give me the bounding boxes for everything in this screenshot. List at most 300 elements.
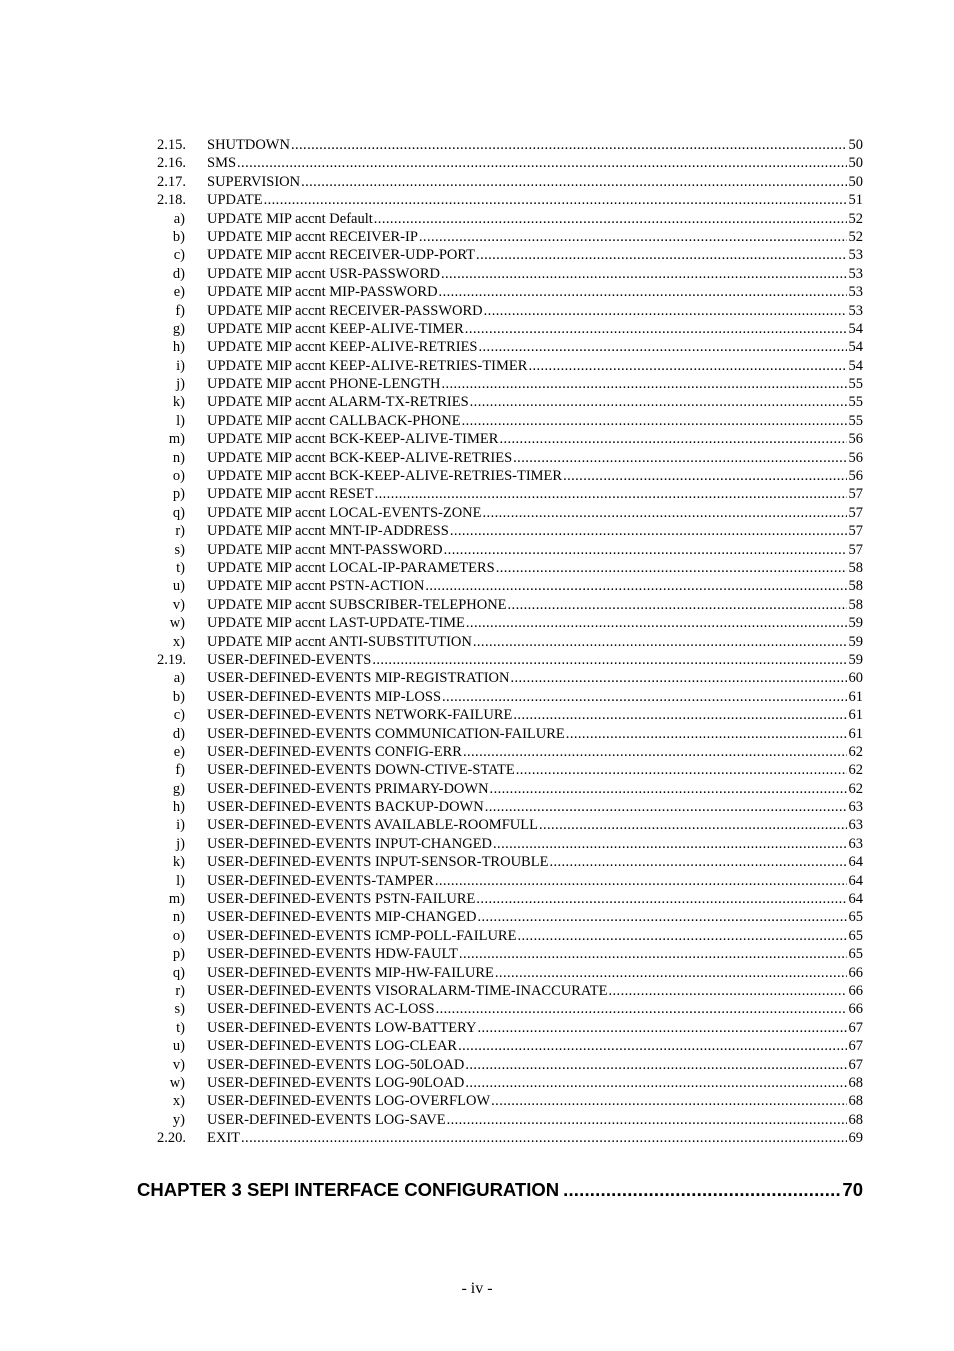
toc-entry[interactable] (0, 908, 954, 926)
dot-leader (465, 1074, 846, 1092)
dot-leader (517, 927, 846, 945)
toc-entry-number: j) (176, 376, 185, 393)
dot-leader (563, 1178, 841, 1202)
toc-entry-page-number: 61 (848, 688, 863, 705)
toc-chapter-entry[interactable] (137, 1178, 863, 1202)
toc-entry-body (207, 283, 863, 301)
toc-entry-title: USER-DEFINED-EVENTS LOG-90LOAD (207, 1074, 465, 1091)
toc-entry-page-number: 61 (848, 707, 863, 724)
toc-entry-title: UPDATE MIP accnt LOCAL-EVENTS-ZONE (207, 504, 482, 521)
toc-entry-number: b) (172, 688, 185, 705)
toc-entry-page-number: 65 (848, 927, 863, 944)
dot-leader (374, 210, 847, 228)
dot-leader (476, 890, 846, 908)
table-of-contents (0, 136, 954, 1147)
toc-entry-title: USER-DEFINED-EVENTS LOG-CLEAR (207, 1038, 458, 1055)
toc-entry-page-number: 61 (848, 725, 863, 742)
dot-leader (237, 154, 846, 172)
toc-entry[interactable] (0, 228, 954, 246)
dot-leader (441, 375, 846, 393)
page-footer: - iv - (461, 1280, 493, 1297)
toc-entry[interactable] (0, 706, 954, 724)
toc-entry-page-number: 62 (848, 743, 863, 760)
toc-entry-page-number: 64 (848, 854, 863, 871)
toc-entry-title: UPDATE MIP accnt RECEIVER-IP (207, 228, 418, 245)
toc-entry-page-number: 67 (848, 1019, 863, 1036)
dot-leader (441, 265, 847, 283)
toc-entry-number: e) (173, 743, 185, 760)
toc-entry-body (207, 890, 863, 908)
toc-entry-number: e) (173, 284, 185, 301)
toc-entry-number: c) (173, 707, 185, 724)
toc-entry[interactable] (0, 173, 954, 191)
toc-entry-title: SHUTDOWN (207, 137, 290, 153)
toc-entry-title: USER-DEFINED-EVENTS MIP-CHANGED (207, 909, 477, 926)
toc-entry-title: UPDATE MIP accnt CALLBACK-PHONE (207, 412, 461, 429)
toc-entry-title: UPDATE MIP accnt BCK-KEEP-ALIVE-RETRIES (207, 449, 513, 466)
toc-entry-number: s) (174, 541, 185, 558)
toc-entry-page-number: 54 (848, 339, 863, 356)
chapter-title: CHAPTER 3 SEPI INTERFACE CONFIGURATION (137, 1178, 563, 1202)
toc-entry-title: UPDATE (207, 192, 263, 209)
toc-entry-page-number: 53 (848, 247, 863, 264)
toc-entry[interactable] (0, 504, 954, 522)
toc-entry-page-number: 68 (848, 1093, 863, 1110)
toc-entry[interactable] (0, 393, 954, 411)
toc-entry-number: c) (173, 247, 185, 264)
toc-entry[interactable] (0, 816, 954, 834)
toc-entry[interactable] (0, 577, 954, 595)
toc-entry-title: USER-DEFINED-EVENTS (207, 651, 372, 668)
toc-entry-title: USER-DEFINED-EVENTS AVAILABLE-ROOMFULL (207, 817, 538, 834)
toc-entry-number: y) (172, 1111, 185, 1128)
toc-entry-body (207, 375, 863, 393)
toc-entry-title: UPDATE MIP accnt PHONE-LENGTH (207, 376, 441, 393)
toc-entry-page-number: 52 (848, 210, 863, 227)
toc-entry[interactable] (0, 725, 954, 743)
dot-leader (493, 835, 846, 853)
toc-entry-title: UPDATE MIP accnt PSTN-ACTION (207, 578, 425, 595)
toc-entry-number: v) (172, 1056, 185, 1073)
dot-leader (465, 1056, 846, 1074)
dot-leader (516, 761, 847, 779)
toc-entry-title: USER-DEFINED-EVENTS COMMUNICATION-FAILURE (207, 725, 565, 742)
dot-leader (264, 191, 847, 209)
toc-entry-body (207, 1000, 863, 1018)
toc-entry-number: a) (173, 670, 185, 687)
toc-entry-body (207, 945, 863, 963)
toc-entry-page-number: 56 (848, 449, 863, 466)
toc-entry-page-number: 52 (848, 228, 863, 245)
toc-entry[interactable] (0, 375, 954, 393)
toc-entry-title: USER-DEFINED-EVENTS MIP-LOSS (207, 688, 442, 705)
toc-entry-title: USER-DEFINED-EVENTS LOG-50LOAD (207, 1056, 465, 1073)
toc-entry[interactable] (0, 522, 954, 540)
toc-entry-page-number: 63 (848, 799, 863, 816)
toc-entry-title: SUPERVISION (207, 173, 301, 190)
toc-entry-body (207, 798, 863, 816)
dot-leader (496, 559, 847, 577)
toc-entry-title: UPDATE MIP accnt BCK-KEEP-ALIVE-RETRIES-TIMER (207, 468, 563, 485)
toc-entry-number: m) (168, 431, 185, 448)
toc-entry-number: v) (172, 596, 185, 613)
toc-entry-body (207, 853, 863, 871)
toc-entry[interactable] (0, 853, 954, 871)
toc-entry[interactable] (0, 154, 954, 172)
toc-entry[interactable] (0, 945, 954, 963)
toc-entry[interactable] (0, 265, 954, 283)
toc-entry[interactable] (0, 1037, 954, 1055)
toc-entry-title: USER-DEFINED-EVENTS DOWN-CTIVE-STATE (207, 762, 515, 779)
dot-leader (483, 504, 847, 522)
toc-entry-number: x) (172, 633, 185, 650)
toc-entry-body (207, 357, 863, 375)
toc-entry-number: w) (169, 1074, 185, 1091)
toc-entry-number: n) (172, 909, 185, 926)
toc-entry-number: o) (172, 468, 185, 485)
dot-leader (466, 614, 847, 632)
toc-entry-title: USER-DEFINED-EVENTS LOW-BATTERY (207, 1019, 477, 1036)
toc-entry-body (207, 761, 863, 779)
toc-entry-page-number: 58 (848, 559, 863, 576)
toc-entry[interactable] (0, 890, 954, 908)
toc-entry-number: r) (175, 523, 185, 540)
toc-entry-body (207, 1092, 863, 1110)
toc-entry-body (207, 1129, 863, 1147)
toc-entry-page-number: 69 (848, 1130, 863, 1147)
toc-entry-page-number: 59 (848, 651, 863, 668)
toc-entry-page-number: 56 (848, 431, 863, 448)
toc-entry-number: k) (172, 394, 185, 411)
toc-entry-page-number: 57 (848, 541, 863, 558)
toc-entry-page-number: 55 (848, 394, 863, 411)
toc-entry-body (207, 908, 863, 926)
toc-entry[interactable] (0, 136, 954, 154)
toc-entry-number: h) (172, 339, 185, 356)
toc-entry-page-number: 55 (848, 376, 863, 393)
toc-entry[interactable] (0, 743, 954, 761)
dot-leader (419, 228, 847, 246)
toc-entry-body (207, 780, 863, 798)
toc-entry-page-number: 62 (848, 762, 863, 779)
toc-entry-body (207, 706, 863, 724)
toc-entry-page-number: 66 (848, 964, 863, 981)
toc-entry-page-number: 57 (848, 504, 863, 521)
dot-leader (491, 1092, 846, 1110)
dot-leader (444, 541, 847, 559)
dot-leader (508, 596, 847, 614)
toc-entry-page-number: 62 (848, 780, 863, 797)
toc-entry-body (207, 210, 863, 228)
dot-leader (499, 430, 846, 448)
dot-leader (563, 467, 846, 485)
toc-entry-page-number: 68 (848, 1111, 863, 1128)
toc-entry-body (207, 559, 863, 577)
toc-entry[interactable] (0, 412, 954, 430)
dot-leader (490, 780, 847, 798)
toc-entry[interactable] (0, 596, 954, 614)
toc-entry-page-number: 60 (848, 670, 863, 687)
dot-leader (484, 302, 847, 320)
toc-entry-body (207, 485, 863, 503)
toc-entry-title: USER-DEFINED-EVENTS PSTN-FAILURE (207, 891, 476, 908)
toc-entry-number: 2.15. (157, 137, 186, 153)
toc-entry-number: g) (172, 780, 185, 797)
toc-entry[interactable] (0, 430, 954, 448)
toc-entry-number: j) (176, 835, 185, 852)
toc-entry-number: t) (176, 559, 185, 576)
toc-entry-page-number: 54 (848, 357, 863, 374)
toc-entry-number: a) (173, 210, 185, 227)
toc-entry-number: h) (172, 799, 185, 816)
dot-leader (241, 1129, 846, 1147)
toc-entry[interactable] (0, 614, 954, 632)
dot-leader (476, 246, 846, 264)
toc-entry-page-number: 64 (848, 891, 863, 908)
toc-entry[interactable] (0, 191, 954, 209)
toc-entry[interactable] (0, 927, 954, 945)
toc-entry[interactable] (0, 688, 954, 706)
toc-entry-number: w) (169, 615, 185, 632)
toc-entry-number: r) (175, 982, 185, 999)
dot-leader (477, 1019, 846, 1037)
toc-entry-body (207, 154, 863, 172)
toc-entry-body (207, 467, 863, 485)
toc-entry[interactable] (0, 559, 954, 577)
toc-entry-body (207, 651, 863, 669)
toc-entry-number: q) (172, 964, 185, 981)
toc-entry-title: USER-DEFINED-EVENTS CONFIG-ERR (207, 743, 462, 760)
dot-leader (465, 320, 847, 338)
toc-entry-body (207, 541, 863, 559)
toc-entry-body (207, 964, 863, 982)
toc-entry-body (207, 1037, 863, 1055)
toc-entry-page-number: 50 (848, 137, 863, 153)
toc-entry-body (207, 927, 863, 945)
toc-entry-page-number: 58 (848, 596, 863, 613)
toc-entry-body (207, 228, 863, 246)
toc-entry[interactable] (0, 1056, 954, 1074)
toc-entry-number: n) (172, 449, 185, 466)
toc-entry[interactable] (0, 283, 954, 301)
toc-entry-title: USER-DEFINED-EVENTS VISORALARM-TIME-INACCURATE (207, 982, 608, 999)
toc-entry[interactable] (0, 872, 954, 890)
toc-entry[interactable] (0, 835, 954, 853)
toc-entry-title: USER-DEFINED-EVENTS LOG-OVERFLOW (207, 1093, 491, 1110)
dot-leader (528, 357, 846, 375)
toc-entry-number: l) (176, 872, 185, 889)
toc-entry[interactable] (0, 798, 954, 816)
toc-entry-page-number: 67 (848, 1038, 863, 1055)
toc-entry[interactable] (0, 320, 954, 338)
toc-entry-number: i) (176, 817, 185, 834)
toc-entry[interactable] (0, 1111, 954, 1129)
dot-leader (510, 669, 846, 687)
toc-entry-page-number: 58 (848, 578, 863, 595)
dot-leader (375, 485, 847, 503)
toc-entry-page-number: 66 (848, 982, 863, 999)
toc-entry-body (207, 835, 863, 853)
toc-entry-title: UPDATE MIP accnt BCK-KEEP-ALIVE-TIMER (207, 431, 499, 448)
dot-leader (513, 449, 846, 467)
toc-entry-number: u) (172, 1038, 185, 1055)
toc-entry[interactable] (0, 1019, 954, 1037)
toc-entry-body (207, 1056, 863, 1074)
toc-entry-body (207, 982, 863, 1000)
dot-leader (450, 522, 847, 540)
toc-entry-page-number: 63 (848, 835, 863, 852)
toc-entry[interactable] (0, 302, 954, 320)
toc-entry[interactable] (0, 485, 954, 503)
toc-entry-page-number: 56 (848, 468, 863, 485)
toc-entry-title: UPDATE MIP accnt MNT-PASSWORD (207, 541, 443, 558)
toc-entry-body (207, 614, 863, 632)
toc-entry-number: l) (176, 412, 185, 429)
toc-entry[interactable] (0, 669, 954, 687)
toc-entry-title: UPDATE MIP accnt LAST-UPDATE-TIME (207, 615, 465, 632)
toc-entry-body (207, 669, 863, 687)
toc-entry[interactable] (0, 541, 954, 559)
toc-entry-number: i) (176, 357, 185, 374)
toc-entry-page-number: 65 (848, 946, 863, 963)
toc-entry[interactable] (0, 651, 954, 669)
dot-leader (566, 725, 847, 743)
toc-entry-body (207, 136, 863, 154)
toc-entry[interactable] (0, 1092, 954, 1110)
toc-entry-page-number: 50 (848, 155, 863, 172)
toc-entry[interactable] (0, 1000, 954, 1018)
toc-entry-title: USER-DEFINED-EVENTS LOG-SAVE (207, 1111, 446, 1128)
toc-entry-number: m) (168, 891, 185, 908)
toc-entry-title: UPDATE MIP accnt KEEP-ALIVE-TIMER (207, 320, 464, 337)
toc-entry-body (207, 449, 863, 467)
dot-leader (291, 136, 847, 154)
toc-entry-title: UPDATE MIP accnt Default (207, 210, 373, 227)
dot-leader (301, 173, 846, 191)
toc-entry-page-number: 51 (848, 192, 863, 209)
toc-entry-page-number: 68 (848, 1074, 863, 1091)
toc-entry[interactable] (0, 761, 954, 779)
dot-leader (485, 798, 847, 816)
toc-entry-title: UPDATE MIP accnt ALARM-TX-RETRIES (207, 394, 469, 411)
dot-leader (477, 908, 846, 926)
toc-entry-number: f) (175, 762, 185, 779)
toc-entry-body (207, 173, 863, 191)
toc-entry-page-number: 54 (848, 320, 863, 337)
toc-entry-number: p) (172, 486, 185, 503)
toc-entry-title: UPDATE MIP accnt SUBSCRIBER-TELEPHONE (207, 596, 507, 613)
toc-entry-body (207, 430, 863, 448)
toc-entry-title: UPDATE MIP accnt KEEP-ALIVE-RETRIES-TIMER (207, 357, 528, 374)
toc-entry-title: USER-DEFINED-EVENTS INPUT-SENSOR-TROUBLE (207, 854, 549, 871)
toc-entry-title: USER-DEFINED-EVENTS HDW-FAULT (207, 946, 458, 963)
dot-leader (458, 1037, 846, 1055)
toc-entry-page-number: 55 (848, 412, 863, 429)
toc-entry-title: UPDATE MIP accnt KEEP-ALIVE-RETRIES (207, 339, 478, 356)
dot-leader (539, 816, 847, 834)
toc-entry-body (207, 191, 863, 209)
toc-entry-title: USER-DEFINED-EVENTS PRIMARY-DOWN (207, 780, 489, 797)
dot-leader (473, 633, 847, 651)
toc-entry-title: UPDATE MIP accnt LOCAL-IP-PARAMETERS (207, 559, 495, 576)
toc-entry-page-number: 59 (848, 615, 863, 632)
toc-entry[interactable] (0, 357, 954, 375)
toc-entry[interactable] (0, 780, 954, 798)
toc-entry-number: p) (172, 946, 185, 963)
toc-entry-title: UPDATE MIP accnt RESET (207, 486, 374, 503)
dot-leader (549, 853, 846, 871)
toc-entry-page-number: 57 (848, 486, 863, 503)
dot-leader (459, 945, 847, 963)
toc-entry-page-number: 63 (848, 817, 863, 834)
toc-entry[interactable] (0, 338, 954, 356)
toc-entry-page-number: 59 (848, 633, 863, 650)
toc-entry-body (207, 522, 863, 540)
dot-leader (447, 1111, 847, 1129)
toc-entry[interactable] (0, 246, 954, 264)
dot-leader (495, 964, 847, 982)
dot-leader (513, 706, 846, 724)
dot-leader (442, 688, 846, 706)
toc-entry-body (207, 504, 863, 522)
toc-entry-title: UPDATE MIP accnt MIP-PASSWORD (207, 284, 438, 301)
toc-entry[interactable] (0, 633, 954, 651)
toc-entry-body (207, 246, 863, 264)
toc-entry-number: f) (175, 302, 185, 319)
toc-entry-title: USER-DEFINED-EVENTS MIP-HW-FAILURE (207, 964, 494, 981)
toc-entry-number: x) (172, 1093, 185, 1110)
toc-entry-body (207, 725, 863, 743)
toc-entry-title: USER-DEFINED-EVENTS ICMP-POLL-FAILURE (207, 927, 517, 944)
toc-entry-title: UPDATE MIP accnt ANTI-SUBSTITUTION (207, 633, 472, 650)
toc-entry[interactable] (0, 210, 954, 228)
toc-entry-number: d) (172, 725, 185, 742)
toc-entry[interactable] (0, 1129, 954, 1147)
toc-entry-number: q) (172, 504, 185, 521)
toc-entry[interactable] (0, 1074, 954, 1092)
toc-entry-title: USER-DEFINED-EVENTS BACKUP-DOWN (207, 799, 484, 816)
toc-entry-page-number: 53 (848, 284, 863, 301)
toc-entry-number: o) (172, 927, 185, 944)
toc-entry-title: UPDATE MIP accnt RECEIVER-PASSWORD (207, 302, 483, 319)
toc-entry-number: 2.20. (157, 1130, 186, 1147)
toc-entry-title: UPDATE MIP accnt RECEIVER-UDP-PORT (207, 247, 476, 264)
dot-leader (609, 982, 847, 1000)
toc-entry-title: USER-DEFINED-EVENTS-TAMPER (207, 872, 434, 889)
toc-entry-title: USER-DEFINED-EVENTS MIP-REGISTRATION (207, 670, 510, 687)
toc-entry-number: 2.18. (157, 192, 186, 209)
toc-entry-body (207, 633, 863, 651)
toc-entry[interactable] (0, 467, 954, 485)
toc-entry[interactable] (0, 449, 954, 467)
toc-entry[interactable] (0, 964, 954, 982)
toc-entry-title: UPDATE MIP accnt USR-PASSWORD (207, 265, 440, 282)
toc-entry-number: b) (172, 228, 185, 245)
toc-entry-number: s) (174, 1001, 185, 1018)
toc-entry-title: EXIT (207, 1130, 241, 1147)
dot-leader (462, 412, 847, 430)
toc-entry-body (207, 596, 863, 614)
toc-entry[interactable] (0, 982, 954, 1000)
toc-entry-title: USER-DEFINED-EVENTS AC-LOSS (207, 1001, 435, 1018)
toc-entry-number: t) (176, 1019, 185, 1036)
toc-entry-body (207, 872, 863, 890)
chapter-page-number: 70 (842, 1179, 863, 1200)
toc-entry-body (207, 688, 863, 706)
toc-entry-page-number: 50 (848, 173, 863, 190)
toc-entry-number: u) (172, 578, 185, 595)
toc-entry-body (207, 1019, 863, 1037)
